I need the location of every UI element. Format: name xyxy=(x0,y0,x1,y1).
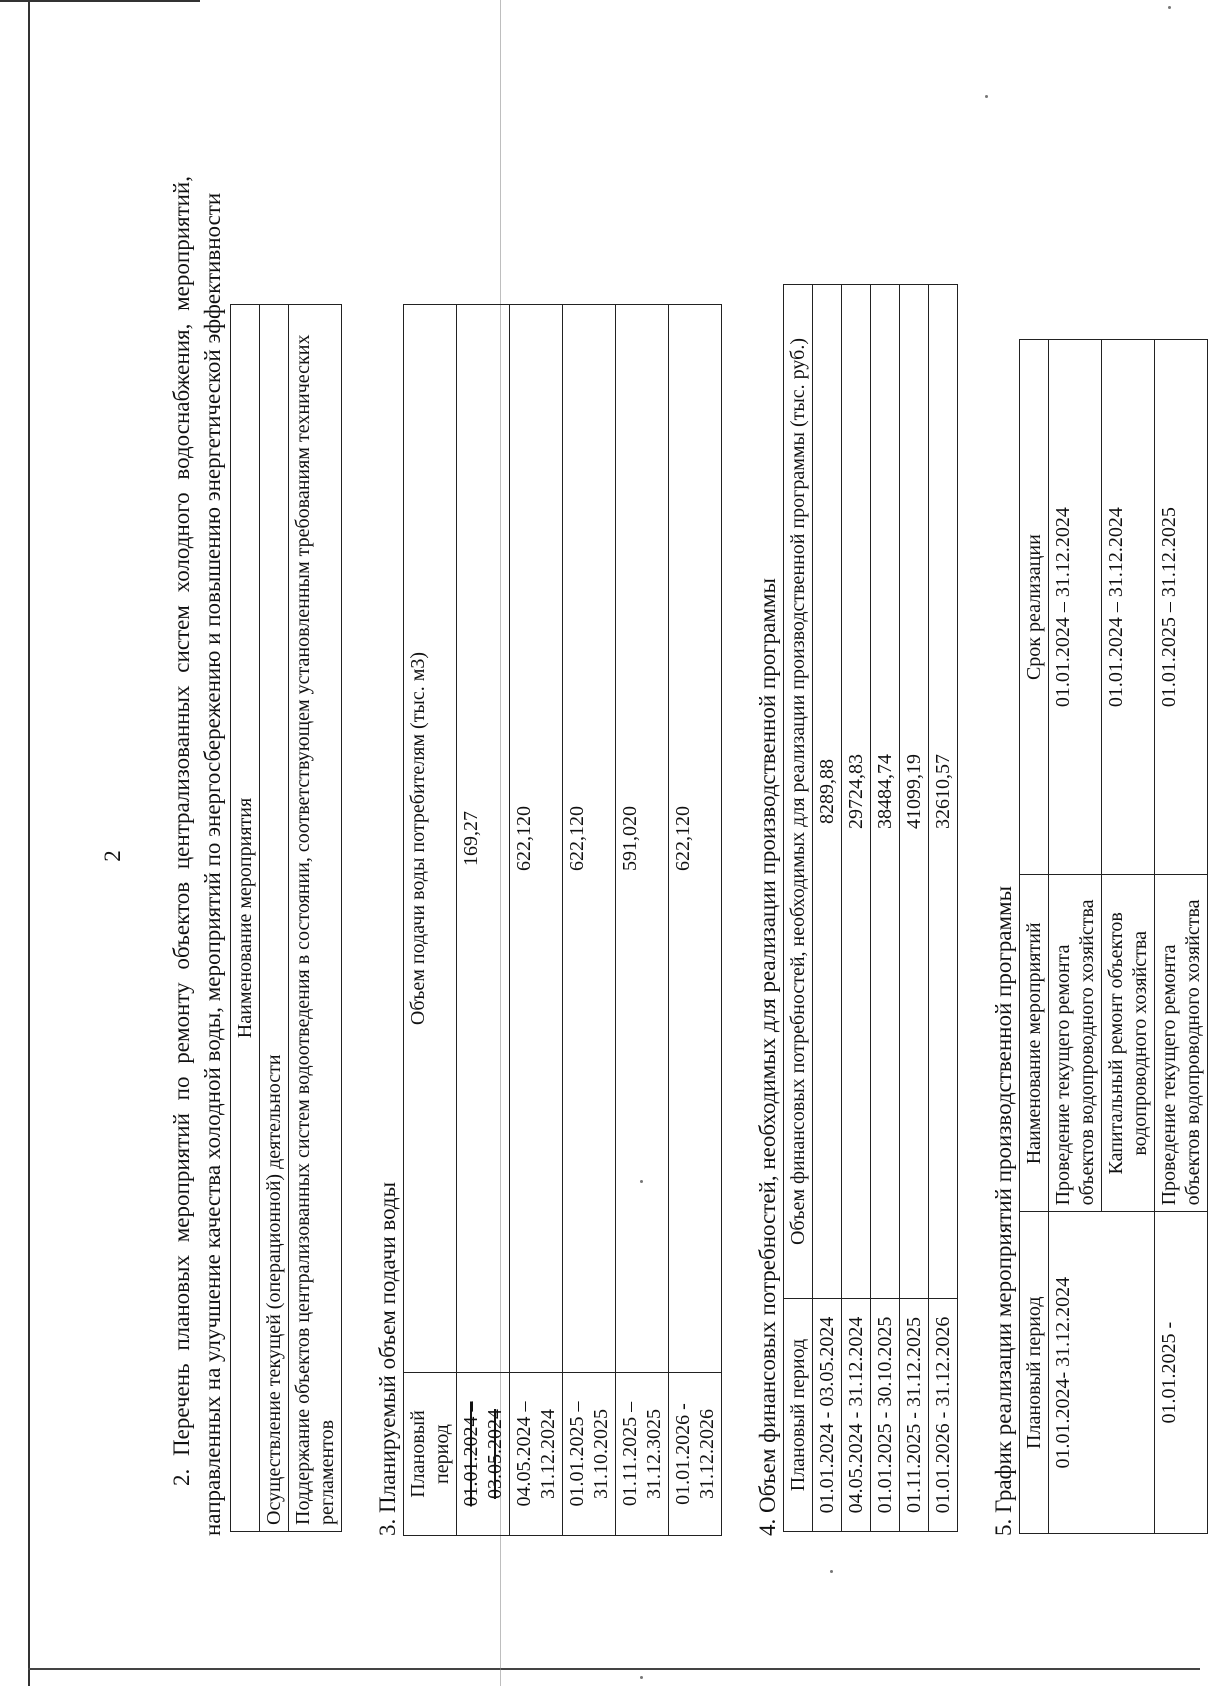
measure-cell: Осуществление текущей (операционной) деятельности xyxy=(260,305,289,1532)
table-row xyxy=(510,305,563,1536)
deadline-cell: 01.01.2024 – 31.12.2024 xyxy=(1049,340,1102,875)
period-cell: 01.01.2026 - 31.12.2026 xyxy=(669,1373,722,1536)
period-cell: 04.05.2024 – 31.12.2024 xyxy=(510,1373,563,1536)
financial-volume-header: Объем финансовых потребностей, необходимых для реализации производственной программы (тыс. руб.) xyxy=(784,285,813,1299)
measure-cell: Проведение текущего ремонта объектов водопроводного хозяйства xyxy=(1049,875,1102,1212)
amount-cell: 8289,88 xyxy=(813,285,842,1299)
measures-header: Наименование мероприятий xyxy=(1020,875,1049,1212)
table-row xyxy=(871,285,900,1532)
table-row xyxy=(669,305,722,1536)
volume-cell: 622,120 xyxy=(669,305,722,1373)
financial-needs-table xyxy=(783,284,958,1532)
schedule-table xyxy=(1019,339,1208,1534)
table-row xyxy=(842,285,871,1532)
volume-cell: 622,120 xyxy=(510,305,563,1373)
page-content xyxy=(100,176,1208,1536)
water-supply-table xyxy=(403,304,722,1536)
table-row xyxy=(1049,340,1102,1534)
deadline-cell: 01.01.2024 – 31.12.2024 xyxy=(1102,340,1155,875)
table-header-row xyxy=(1020,340,1049,1534)
amount-cell: 41099,19 xyxy=(900,285,929,1299)
measure-cell: Поддержание объектов централизованных систем водоотведения в состоянии, соответствующем установленным требованиям технических регламентов xyxy=(289,305,342,1532)
volume-cell: 169,27 xyxy=(457,305,510,1373)
table-row xyxy=(289,305,342,1532)
section-2-title: 2. Перечень плановых мероприятий по ремонту объектов централизованных систем холодного водоснабжения, мероприятий, направленных на улучшение качества холодной воды, мероприятий по энергосбережению и повышению энергетической эффективности xyxy=(169,176,225,1536)
period-cell: 01.01.2025 - 30.10.2025 xyxy=(871,1299,900,1532)
table-row xyxy=(813,285,842,1532)
measures-table xyxy=(230,304,342,1532)
period-cell: 01.01.2024- 31.12.2024 xyxy=(1049,1212,1155,1534)
volume-header: Объем подачи воды потребителям (тыс. м3) xyxy=(404,305,457,1373)
period-header: Плановый период xyxy=(404,1373,457,1536)
period-cell: 04.05.2024 - 31.12.2024 xyxy=(842,1299,871,1532)
section-4-title: 4. Объем финансовых потребностей, необходимых для реализации производственной программы xyxy=(755,578,780,1536)
table-row xyxy=(260,305,289,1532)
deadline-cell: 01.01.2025 – 31.12.2025 xyxy=(1155,340,1208,875)
period-header: Плановый период xyxy=(1020,1212,1049,1534)
period-cell: 01.11.2025 - 31.12.2025 xyxy=(900,1299,929,1532)
table-row xyxy=(457,305,510,1536)
table-row xyxy=(1155,340,1208,1534)
table-row xyxy=(563,305,616,1536)
amount-cell: 38484,74 xyxy=(871,285,900,1299)
table-row xyxy=(900,285,929,1532)
amount-cell: 29724,83 xyxy=(842,285,871,1299)
period-cell: 01.01.2025 - xyxy=(1155,1212,1208,1534)
section-5-title: 5. График реализации мероприятий производственной программы xyxy=(991,885,1016,1536)
volume-cell: 622,120 xyxy=(563,305,616,1373)
table-row xyxy=(929,285,958,1532)
volume-cell: 591,020 xyxy=(616,305,669,1373)
scan-speck xyxy=(640,1180,643,1183)
scan-speck xyxy=(640,1676,643,1679)
page-number: 2 xyxy=(100,850,125,862)
period-header: Плановый период xyxy=(784,1299,813,1532)
period-cell: 01.01.2024 - 03.05.2024 xyxy=(813,1299,842,1532)
scan-speck xyxy=(1168,6,1171,9)
period-cell: 01.01.2024 – 03.05.2024 xyxy=(457,1373,510,1536)
table-header-row xyxy=(231,305,260,1532)
period-cell: 01.01.2026 - 31.12.2026 xyxy=(929,1299,958,1532)
measure-name-header: Наименование мероприятия xyxy=(231,305,260,1532)
measure-cell: Проведение текущего ремонта объектов водопроводного хозяйства xyxy=(1155,875,1208,1212)
section-3-title: 3. Планируемый объем подачи воды xyxy=(375,1181,400,1536)
period-cell: 01.01.2025 – 31.10.2025 xyxy=(563,1373,616,1536)
table-header-row xyxy=(784,285,813,1532)
period-cell: 01.11.2025 – 31.12.3025 xyxy=(616,1373,669,1536)
table-row xyxy=(616,305,669,1536)
deadline-header: Срок реализации xyxy=(1020,340,1049,875)
table-header-row xyxy=(404,305,457,1536)
scan-speck xyxy=(985,95,988,98)
scan-speck xyxy=(830,1570,833,1573)
amount-cell: 32610,57 xyxy=(929,285,958,1299)
measure-cell: Капитальный ремонт объектов водопроводного хозяйства xyxy=(1102,875,1155,1212)
